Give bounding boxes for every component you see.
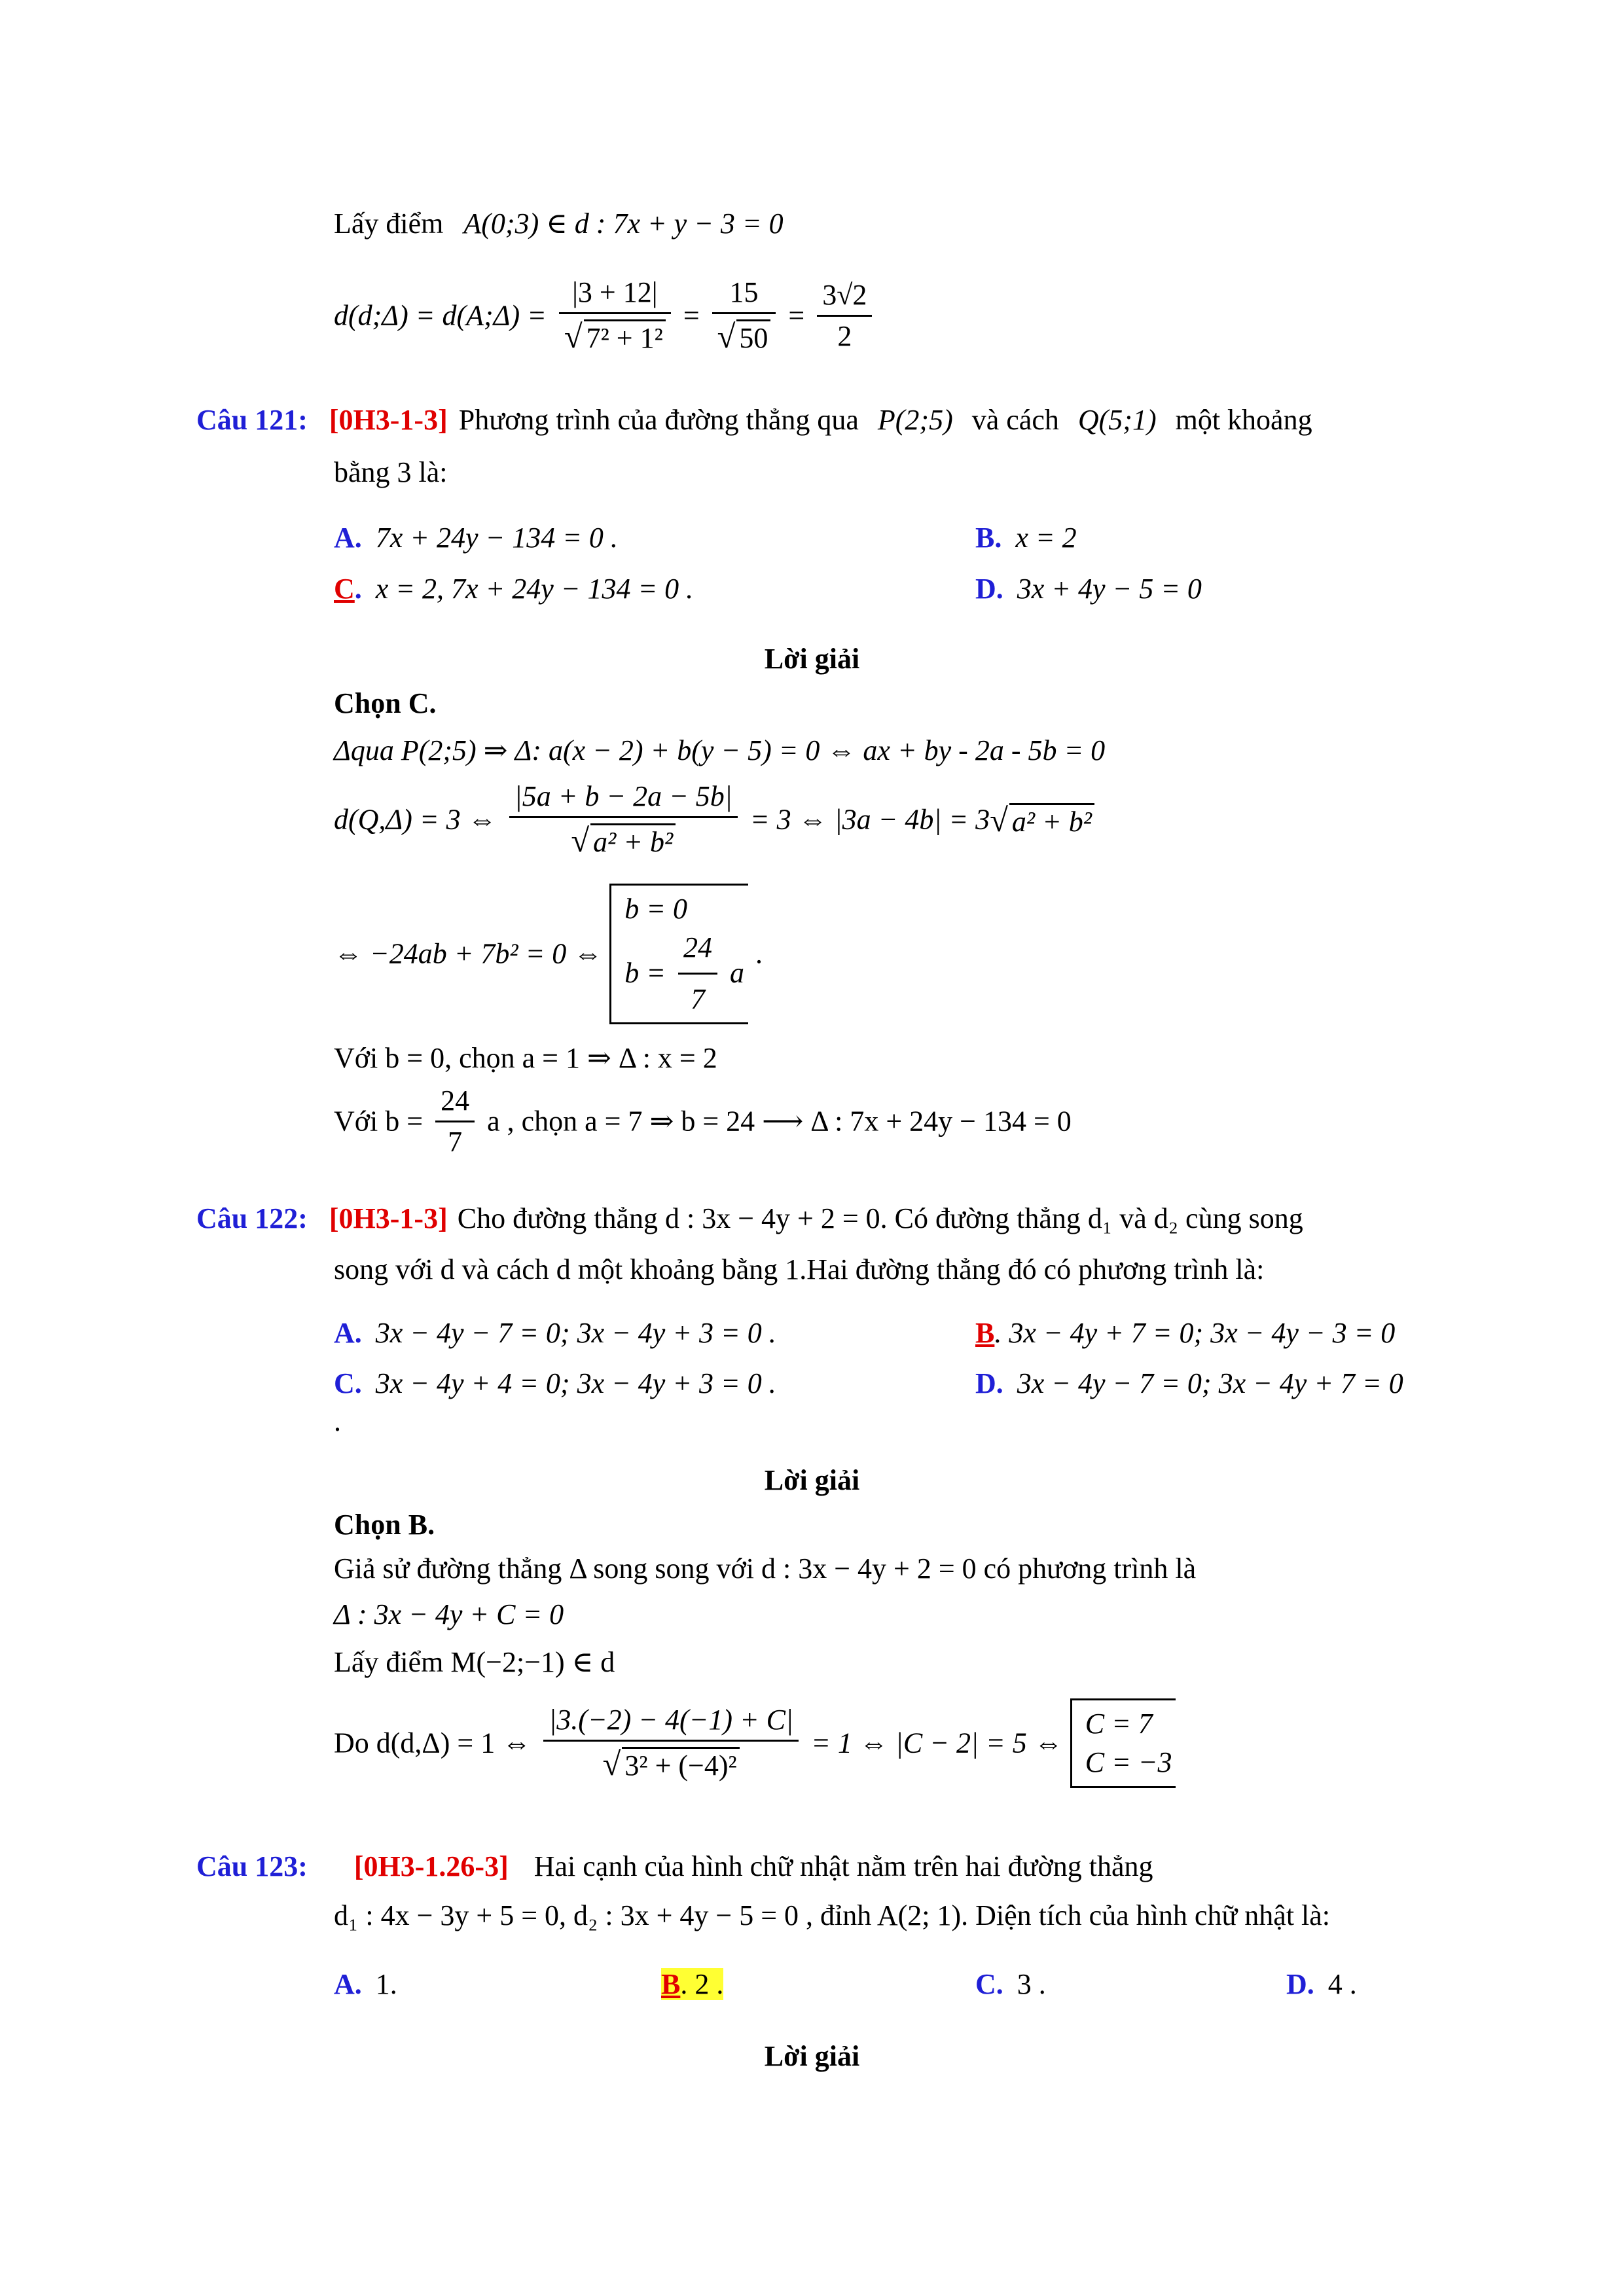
question-text: và cách bbox=[971, 404, 1059, 436]
q122-option-c[interactable] bbox=[334, 1369, 776, 1398]
q123-option-c[interactable] bbox=[975, 1970, 1046, 1999]
solution-step: ⇔ −24ab + 7b² = 0 ⇔ b = 0 b = $\frac{24}{7}$ a . bbox=[334, 884, 763, 1024]
fraction bbox=[509, 782, 738, 857]
option-key: A. bbox=[334, 522, 362, 554]
q123-option-d[interactable] bbox=[1286, 1970, 1357, 1999]
math: Với b = bbox=[334, 1105, 424, 1138]
radicand: 50 bbox=[736, 319, 770, 353]
option-text: . 3x − 4y + 7 = 0; 3x − 4y − 3 = 0 bbox=[994, 1317, 1396, 1349]
question-label: Câu 121: bbox=[196, 404, 308, 436]
option-text: 3x − 4y − 7 = 0; 3x − 4y + 3 = 0 . bbox=[375, 1317, 776, 1349]
question-code: [0H3-1-3] bbox=[329, 404, 448, 436]
option-key: A. bbox=[334, 1317, 362, 1349]
math: A(0;3) ∈ d : 7x + y − 3 = 0 bbox=[463, 207, 784, 240]
option-key: B. bbox=[975, 522, 1002, 554]
math: P(2;5) bbox=[877, 404, 953, 436]
math: d(d;Δ) = d(A;Δ) = bbox=[334, 299, 547, 332]
case-bracket bbox=[609, 884, 748, 1024]
fraction bbox=[559, 278, 671, 353]
option-text: x = 2, 7x + 24y − 134 = 0 . bbox=[375, 573, 694, 605]
option-key: C. bbox=[334, 1367, 362, 1399]
math: Do d(d,Δ) = 1 ⇔ bbox=[334, 1727, 532, 1759]
q123-header bbox=[196, 1852, 1427, 1881]
stray-dot: . bbox=[334, 1405, 341, 1437]
numerator: 15 bbox=[712, 278, 776, 314]
question-text: Hai cạnh của hình chữ nhật nằm trên hai đường thẳng bbox=[533, 1850, 1153, 1882]
solution-title: Lời giải bbox=[764, 2040, 860, 2072]
denominator: √ 7² + 1² bbox=[559, 314, 671, 353]
radicand: 3² + (−4)² bbox=[622, 1747, 739, 1780]
option-key-correct: C bbox=[334, 573, 355, 605]
q121-option-d[interactable] bbox=[975, 575, 1202, 603]
math: d(Q,Δ) = 3 ⇔ bbox=[334, 803, 497, 836]
solution-step: Δqua P(2;5) ⇒ Δ: a(x − 2) + b(y − 5) = 0 ⇔ ax + by - 2a - 5b = 0 bbox=[334, 734, 1106, 766]
chosen-answer: Chọn B. bbox=[334, 1509, 435, 1541]
math: = 1 ⇔ |C − 2| = 5 ⇔ bbox=[811, 1727, 1063, 1759]
option-key: D. bbox=[1286, 1968, 1314, 2000]
fraction bbox=[435, 1086, 475, 1157]
math: a bbox=[729, 957, 744, 990]
option-key: D. bbox=[975, 573, 1003, 605]
numerator: |5a + b − 2a − 5b| bbox=[509, 782, 738, 818]
question-text: một khoảng bbox=[1175, 404, 1312, 436]
question-text: Phương trình của đường thẳng qua bbox=[458, 404, 859, 436]
option-text: 3 . bbox=[1017, 1968, 1046, 2000]
solution-step: Lấy điểm M(−2;−1) ∈ d bbox=[334, 1646, 615, 1678]
option-key-correct: B bbox=[661, 1968, 681, 2000]
option-key-correct: B bbox=[975, 1317, 995, 1349]
option-text: . 2 . bbox=[680, 1968, 724, 2000]
question-text: song với d và cách d một khoảng bằng 1.Hai đường thẳng đó có phương trình là: bbox=[334, 1253, 1265, 1285]
solution-step bbox=[334, 1698, 1176, 1788]
q122-option-b[interactable] bbox=[975, 1319, 1395, 1348]
q122-header bbox=[196, 1204, 1303, 1233]
option-key: A. bbox=[334, 1968, 362, 2000]
math: = 3 ⇔ |3a − 4b| = 3 bbox=[749, 803, 990, 836]
option-text: 1. bbox=[375, 1968, 397, 2000]
fraction bbox=[712, 278, 776, 353]
numerator: 24 bbox=[435, 1086, 475, 1122]
option-text: 3x − 4y + 4 = 0; 3x − 4y + 3 = 0 . bbox=[375, 1367, 776, 1399]
q121-header bbox=[196, 406, 1312, 435]
solution-step bbox=[334, 1086, 1072, 1157]
question-text: bằng 3 là: bbox=[334, 456, 448, 488]
radicand: 7² + 1² bbox=[584, 319, 666, 353]
solution-title: Lời giải bbox=[764, 1464, 860, 1496]
radicand: a² + b² bbox=[590, 823, 676, 857]
solution-step: d(Q,Δ) = 3 ⇔ $\frac{|5a + b - 2a - 5b|}{\text{√ a² + b²}}$ = 3 ⇔ |3a − 4b| = 3√ a² + b² bbox=[334, 782, 1094, 857]
numerator: |3.(−2) − 4(−1) + C| bbox=[543, 1706, 799, 1742]
denominator: 2 bbox=[837, 319, 852, 352]
solution-step: Δ : 3x − 4y + C = 0 bbox=[334, 1598, 564, 1630]
question-label: Câu 123: bbox=[196, 1850, 308, 1882]
numerator: 24 bbox=[678, 928, 717, 974]
case: C = −3 bbox=[1085, 1746, 1172, 1779]
numerator: |3 + 12| bbox=[559, 278, 671, 314]
case-bracket bbox=[1070, 1698, 1176, 1788]
question-label: Câu 122: bbox=[196, 1202, 308, 1234]
fraction bbox=[678, 928, 717, 1018]
denominator: √ 3² + (−4)² bbox=[543, 1742, 799, 1781]
q121-option-c[interactable]: C. x = 2, 7x + 24y − 134 = 0 . bbox=[334, 573, 694, 605]
solution-title: Lời giải bbox=[764, 643, 860, 675]
case: C = 7 bbox=[1085, 1708, 1153, 1740]
top-distance-formula: d(d;Δ) = d(A;Δ) = $\frac{|3 + 12|}{\text{√ 7² + 1²}}$ = $\frac{15}{√ 50}$ = $\frac{3√2}{2}$ bbox=[334, 278, 877, 353]
question-text: Cho đường thẳng d : 3x − 4y + 2 = 0. Có đường thẳng d₁ và d₂ cùng song bbox=[457, 1202, 1303, 1234]
math: a , chọn a = 7 ⇒ b = 24 ⟶ Δ : 7x + 24y − 134 = 0 bbox=[487, 1105, 1072, 1138]
denominator: √ a² + b² bbox=[509, 818, 738, 857]
case bbox=[624, 928, 744, 1018]
option-text: 4 . bbox=[1327, 1968, 1357, 2000]
option-key: D. bbox=[975, 1367, 1003, 1399]
numerator: 3√2 bbox=[817, 281, 872, 317]
math: Q(5;1) bbox=[1077, 404, 1157, 436]
option-text: 3x + 4y − 5 = 0 bbox=[1017, 573, 1202, 605]
denominator: 7 bbox=[690, 982, 705, 1015]
solution-step: Với b = 0, chọn a = 1 ⇒ Δ : x = 2 bbox=[334, 1042, 717, 1074]
question-text: d₁ : 4x − 3y + 5 = 0, d₂ : 3x + 4y − 5 = 0 , đỉnh A(2; 1). Diện tích của hình chữ nhật là: bbox=[334, 1899, 1331, 1931]
q123-option-a[interactable] bbox=[334, 1970, 397, 1999]
question-code: [0H3-1.26-3] bbox=[353, 1850, 509, 1882]
chosen-answer: Chọn C. bbox=[334, 687, 437, 719]
q122-option-a[interactable] bbox=[334, 1319, 776, 1348]
q123-option-b[interactable] bbox=[661, 1970, 723, 1999]
q121-option-a[interactable] bbox=[334, 524, 618, 552]
q122-option-d[interactable] bbox=[975, 1369, 1403, 1398]
top-line1 bbox=[334, 209, 784, 238]
option-text: 3x − 4y − 7 = 0; 3x − 4y + 7 = 0 bbox=[1017, 1367, 1403, 1399]
case: b = 0 bbox=[624, 893, 687, 925]
text: Lấy điểm bbox=[334, 207, 444, 240]
denominator: √ 50 bbox=[712, 314, 776, 353]
option-text: x = 2 bbox=[1015, 522, 1077, 554]
fraction bbox=[817, 278, 872, 352]
fraction bbox=[543, 1706, 799, 1781]
denominator: 7 bbox=[448, 1126, 463, 1158]
option-text: 7x + 24y − 134 = 0 . bbox=[375, 522, 618, 554]
q121-option-b[interactable] bbox=[975, 524, 1077, 552]
math: ⇔ −24ab + 7b² = 0 ⇔ bbox=[334, 937, 603, 970]
question-code: [0H3-1-3] bbox=[329, 1202, 448, 1234]
solution-step: Giả sử đường thẳng Δ song song với d : 3x − 4y + 2 = 0 có phương trình là bbox=[334, 1552, 1197, 1585]
option-key: C. bbox=[975, 1968, 1003, 2000]
math: b = bbox=[624, 957, 666, 990]
radicand: a² + b² bbox=[1009, 803, 1094, 836]
